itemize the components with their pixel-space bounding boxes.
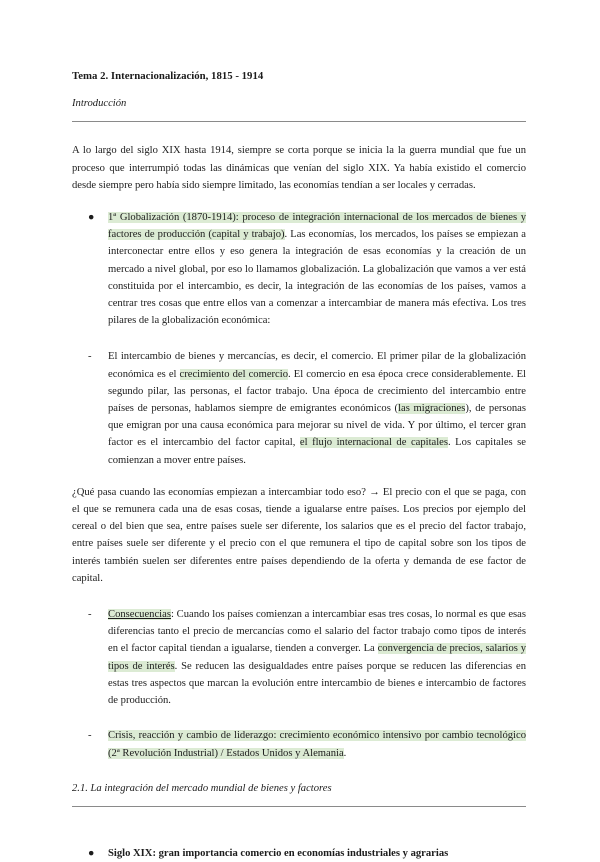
item-text: . El comercio en esa época crece considerablemente. El segundo pilar, las personas, el factor trabajo. Una época de crecimiento del intercambio entre países de personas, hablamos siempre de emigrantes económicos ( bbox=[108, 368, 526, 415]
section-heading-2-1: 2.1. La integración del mercado mundial de bienes y factores bbox=[72, 782, 332, 794]
bullet-icon: ● bbox=[88, 212, 95, 224]
item-text: . Se reducen las desigualdades entre países porque se reducen las diferencias en estas tres aspectos que marcan la evolución entre intercambio de bienes e intercambio de factores de producción. bbox=[108, 660, 526, 707]
item-text: El intercambio de bienes y mercancías, es decir, el comercio. El primer pilar de la globalización económica es el bbox=[108, 351, 526, 380]
intro-paragraph: A lo largo del siglo XIX hasta 1914, siempre se corta porque se inicia la la guerra mundial que fue un proceso que interrumpió todas las dinámicas que venían del siglo XIX. Ya había existido el comercio desde siempre pero había sido siempre limitado, las economías tendían a ser locales y cerradas. bbox=[72, 145, 526, 191]
section-divider bbox=[72, 806, 526, 807]
highlight-capitales: el flujo internacional de capitales bbox=[299, 437, 449, 449]
list-item-globalizacion bbox=[72, 209, 526, 329]
item-text: . Las economías, los mercados, los países se empiezan a interconectar entre ellos y eso genera la integración de esas economías y la creación de un mercado a nivel global, por eso lo llamamos globalización. La globalización que vamos a ver está constituida por el intercambio, es decir, la integración de las economías de los países, vamos a centrar tres cosas que entre ellos van a comenzar a intercambiar de manera más efectiva. Los tres pilares de la globalización económica: bbox=[108, 229, 527, 327]
dash-marker: - bbox=[88, 609, 92, 621]
dash-marker: - bbox=[88, 730, 92, 742]
highlight-migraciones: las migraciones bbox=[398, 403, 466, 415]
consecuencias-label: Consecuencias bbox=[108, 609, 171, 621]
section-heading-introduccion: Introducción bbox=[72, 98, 127, 110]
document-page bbox=[72, 68, 526, 862]
dash-marker: - bbox=[88, 351, 92, 363]
highlight-comercio: crecimiento del comercio bbox=[179, 368, 289, 380]
item-text: Siglo XIX: gran importancia comercio en economías industriales y agrarias bbox=[108, 847, 449, 859]
list-item-siglo-xix bbox=[72, 845, 526, 862]
document-title: Tema 2. Internacionalización, 1815 - 1914 bbox=[72, 70, 264, 82]
item-text: : Cuando los países comienzan a intercambiar esas tres cosas, lo normal es que esas diferencias tanto el precio de mercancías como el salario del factor trabajo como tipos de interés en el factor capital tiendan a igualarse, tienden a converger. La bbox=[108, 609, 526, 655]
list-item-intercambio bbox=[72, 348, 526, 468]
list-item-consecuencias bbox=[72, 606, 526, 709]
item-text: ), de personas que emigran por una causa económica para mejorar su nivel de vida. Y por último, el tercer gran factor es el intercambio del factor capital, bbox=[108, 403, 526, 449]
highlight-definition: 1ª Globalización (1870-1914): proceso de integración internacional de los mercados de bienes y factores de producción (capital y trabajo) bbox=[108, 212, 526, 241]
section-divider bbox=[72, 121, 526, 122]
item-text: . Los capitales se comienzan a mover entre países. bbox=[108, 437, 526, 466]
highlight-crisis: Crisis, reacción y cambio de liderazgo: crecimiento económico intensivo por cambio tecnológico (2ª Revolución Industrial) / Estados Unidos y Alemania bbox=[108, 730, 526, 759]
list-item-crisis bbox=[72, 727, 526, 761]
question-paragraph: ¿Qué pasa cuando las economías empiezan a intercambiar todo eso? → El precio con el que se paga, con el que se remunera cada una de esas cosas, tiende a igualarse entre países. Los precios por ejemplo del cereal o del bien que sea, entre países suele ser diferente, los salarios que es el precio del factor trabajo, entre países suele ser diferente y el precio con el que remunera el tipo de capital sobre son los tipos de interés también suelen ser diferentes entre países dependiendo de la oferta y demanda de ese factor de capital. bbox=[72, 486, 526, 584]
highlight-convergencia: convergencia de precios, salarios y tipos de interés bbox=[108, 643, 527, 672]
item-text: . bbox=[343, 747, 347, 759]
bullet-icon: ● bbox=[88, 847, 95, 859]
